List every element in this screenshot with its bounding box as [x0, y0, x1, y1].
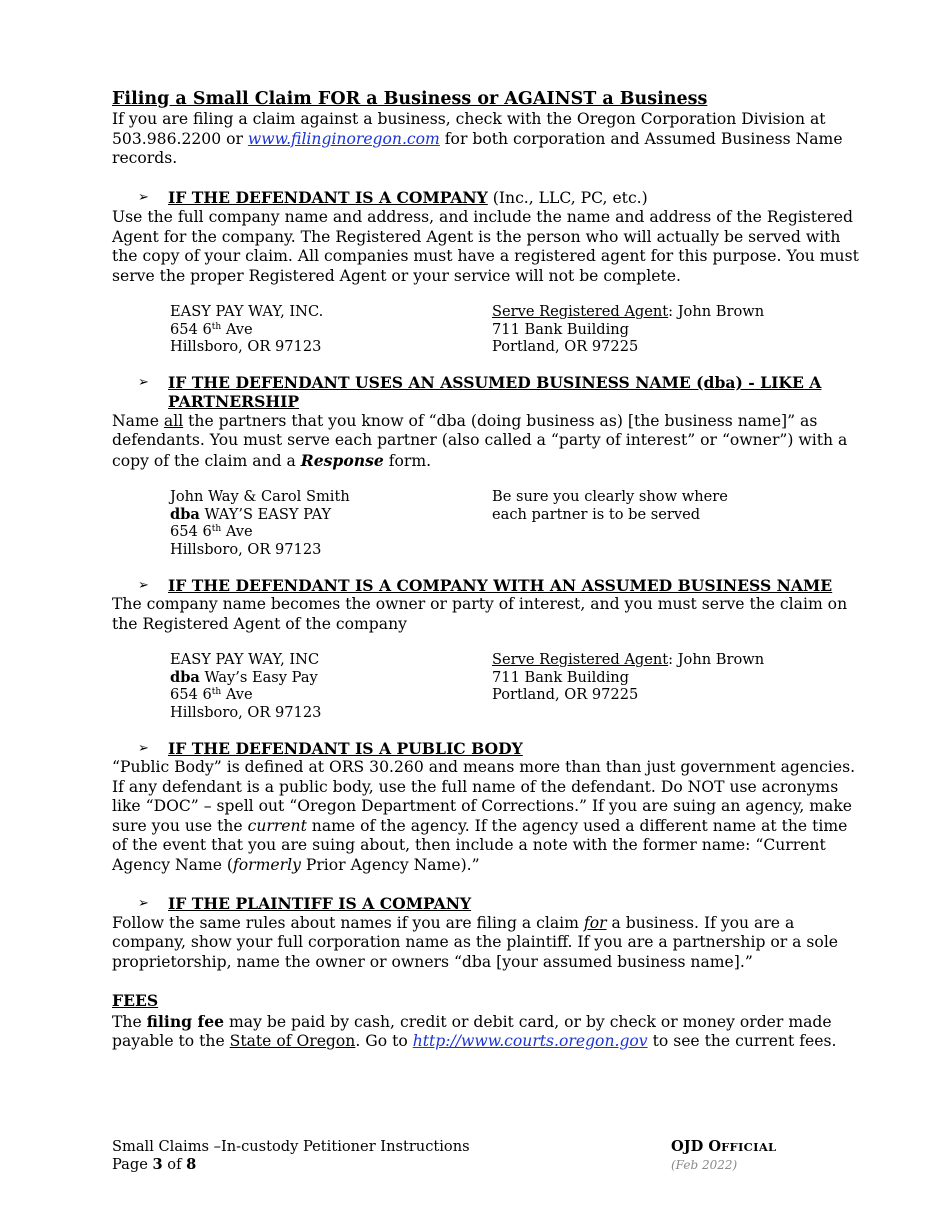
section-heading-dba: ➢ IF THE DEFENDANT USES AN ASSUMED BUSINESS NAME (dba) - LIKE A PARTNERSHIP: [138, 372, 822, 412]
section-heading-public-body: ➢ IF THE DEFENDANT IS A PUBLIC BODY: [138, 738, 523, 758]
arrow-bullet-icon: ➢: [138, 189, 149, 205]
arrow-bullet-icon: ➢: [138, 577, 149, 593]
fees-heading: FEES: [112, 991, 159, 1011]
footer-left: [112, 1138, 470, 1174]
courts-oregon-link[interactable]: http://www.courts.oregon.gov: [412, 1032, 648, 1051]
footer-right: [671, 1138, 776, 1174]
dba-address-example: [170, 488, 862, 558]
arrow-bullet-icon: ➢: [138, 374, 149, 390]
ojd-official-label: OJD OFFICIAL: [671, 1138, 777, 1155]
company-body: Use the full company name and address, and include the name and address of the Registered Agent for the company. The Registered Agent is the person who will actually be served with the copy of your claim. All companies must have a registered agent for this purpose. You must serve the proper Registered Agent or your service will not be complete.: [112, 208, 859, 285]
footer-page-number: Page 3 of 8: [112, 1156, 197, 1173]
company-dba-body: The company name becomes the owner or party of interest, and you must serve the claim on the Registered Agent of the company: [112, 595, 848, 633]
footer-doc-title: Small Claims –In-custody Petitioner Instructions: [112, 1138, 470, 1155]
section-heading-company-dba: ➢ IF THE DEFENDANT IS A COMPANY WITH AN ASSUMED BUSINESS NAME: [138, 575, 833, 595]
fees-body: The filing fee may be paid by cash, credit or debit card, or by check or money order made payable to the State of Oregon. Go to http://www.courts.oregon.gov to see the current fees.: [112, 1011, 837, 1051]
document-page: [112, 88, 862, 1052]
dba-defendant-address: John Way & Carol Smith dba WAY’S EASY PAY 654 6th Ave Hillsboro, OR 97123: [170, 488, 350, 559]
company-dba-agent-address: Serve Registered Agent: John Brown 711 Bank Building Portland, OR 97225: [492, 651, 765, 704]
dba-body: Name all the partners that you know of “dba (doing business as) [the business name]” as defendants. You must serve each partner (also called a “party of interest” or “owner”) with a copy of the claim and a Response form.: [112, 411, 848, 470]
dba-note: Be sure you clearly show where each partner is to be served: [492, 488, 728, 523]
company-dba-defendant-address: EASY PAY WAY, INC dba Way’s Easy Pay 654 6th Ave Hillsboro, OR 97123: [170, 651, 322, 721]
arrow-bullet-icon: ➢: [138, 740, 149, 756]
filinginoregon-link[interactable]: www.filinginoregon.com: [247, 129, 440, 148]
company-agent-address: Serve Registered Agent: John Brown 711 Bank Building Portland, OR 97225: [492, 303, 765, 356]
intro-paragraph: If you are filing a claim against a business, check with the Oregon Corporation Division at 503.986.2200 or www.filinginoregon.com for both corporation and Assumed Business Name records.: [112, 110, 843, 167]
company-defendant-address: EASY PAY WAY, INC. 654 6th Ave Hillsboro, OR 97123: [170, 303, 324, 356]
section-heading-company: ➢ IF THE DEFENDANT IS A COMPANY (Inc., LLC, PC, etc.): [138, 187, 648, 207]
footer-date: (Feb 2022): [671, 1158, 738, 1172]
public-body-body: “Public Body” is defined at ORS 30.260 and means more than than just government agencies. If any defendant is a public body, use the full name of the defendant. Do NOT use acronyms like “DOC” – spell out “Oregon Department of Corrections.” If you are suing an agency, make sure you use the current name of the agency. If the agency used a different name at the time of the event that you are suing about, then include a note with the former name: “Current Agency Name (formerly Prior Agency Name).”: [112, 758, 856, 874]
section-heading-plaintiff: ➢ IF THE PLAINTIFF IS A COMPANY: [138, 894, 472, 914]
arrow-bullet-icon: ➢: [138, 896, 149, 912]
page-title: Filing a Small Claim FOR a Business or AGAINST a Business: [112, 89, 708, 109]
plaintiff-body: Follow the same rules about names if you are filing a claim for a business. If you are a company, show your full corporation name as the plaintiff. If you are a partnership or a sole proprietorship, name the owner or owners “dba [your assumed business name].”: [112, 913, 839, 971]
company-address-example: [170, 303, 862, 356]
company-dba-address-example: [170, 651, 862, 721]
